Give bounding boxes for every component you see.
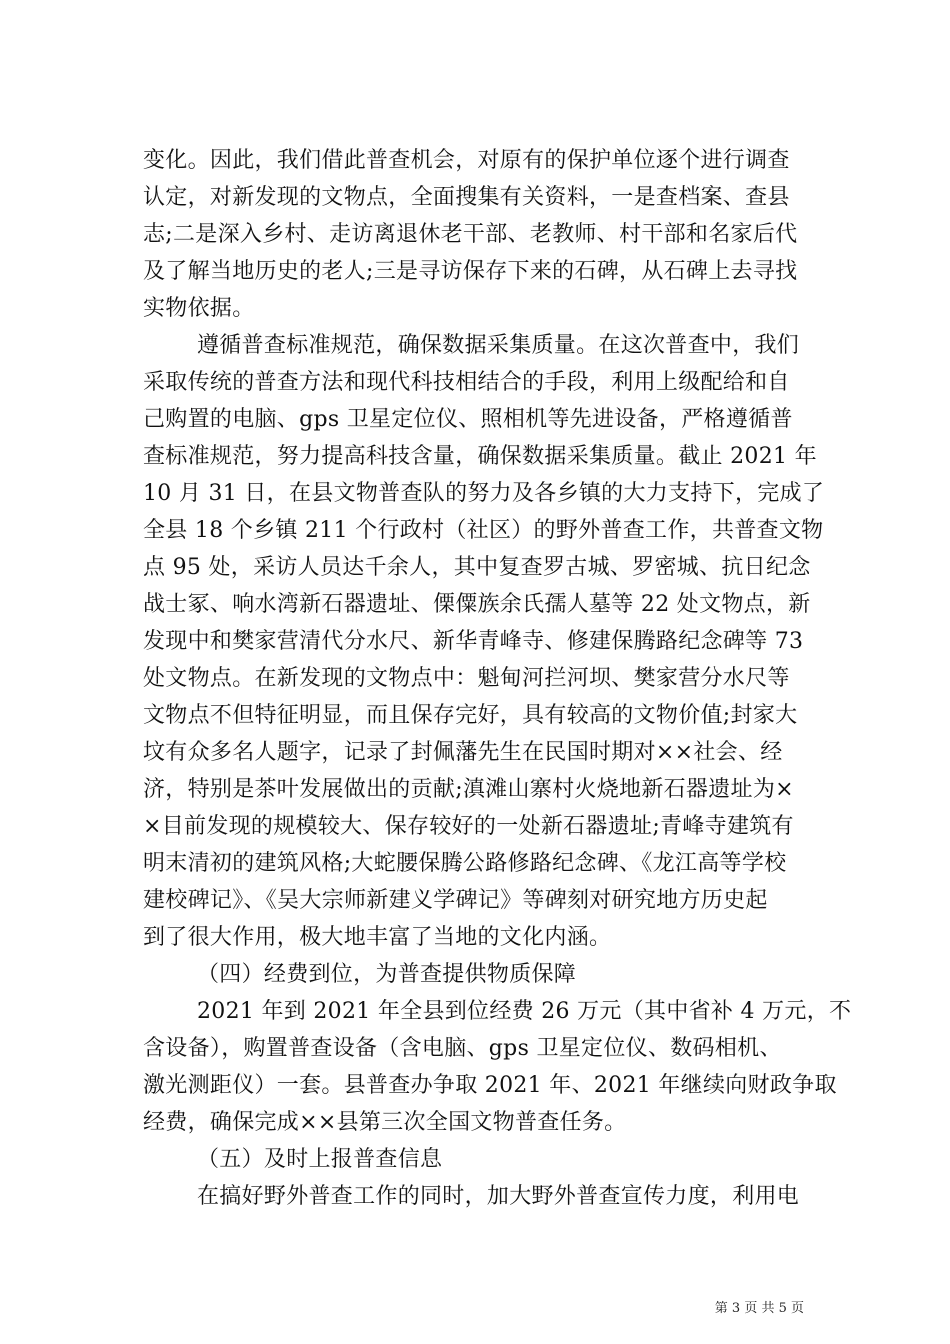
paragraph-first-line: 在搞好野外普查工作的同时，加大野外普查宣传力度，利用电 bbox=[197, 1184, 800, 1209]
paragraph-first-line: 遵循普查标准规范，确保数据采集质量。在这次普查中，我们 bbox=[197, 333, 800, 358]
text-line: 经费，确保完成××县第三次全国文物普查任务。 bbox=[143, 1110, 627, 1135]
text-line: 变化。因此，我们借此普查机会，对原有的保护单位逐个进行调查 bbox=[143, 148, 790, 173]
text-line: 文物点不但特征明显，而且保存完好，具有较高的文物价值;封家大 bbox=[143, 703, 798, 728]
text-line: 激光测距仪）一套。县普查办争取 2021 年、2021 年继续向财政争取 bbox=[143, 1073, 837, 1098]
text-line: 战士冢、响水湾新石器遗址、傈僳族余氏孺人墓等 22 处文物点，新 bbox=[143, 592, 811, 617]
text-line: 处文物点。在新发现的文物点中：魁甸河拦河坝、樊家营分水尺等 bbox=[143, 666, 790, 691]
text-line: 10 月 31 日，在县文物普查队的努力及各乡镇的大力支持下，完成了 bbox=[143, 481, 825, 506]
paragraph-first-line: 2021 年到 2021 年全县到位经费 26 万元（其中省补 4 万元，不 bbox=[197, 999, 852, 1024]
text-line: 明末清初的建筑风格;大蛇腰保腾公路修路纪念碑、《龙江高等学校 bbox=[143, 851, 787, 876]
text-line: 查标准规范，努力提高科技含量，确保数据采集质量。截止 2021 年 bbox=[143, 444, 817, 469]
text-line: 坟有众多名人题字，记录了封佩藩先生在民国时期对××社会、经 bbox=[143, 740, 783, 765]
text-line: 志;二是深入乡村、走访离退休老干部、老教师、村干部和名家后代 bbox=[143, 222, 798, 247]
text-line: 认定，对新发现的文物点，全面搜集有关资料，一是查档案、查县 bbox=[143, 185, 790, 210]
text-line: 发现中和樊家营清代分水尺、新华青峰寺、修建保腾路纪念碑等 73 bbox=[143, 629, 804, 654]
text-line: 己购置的电脑、gps 卫星定位仪、照相机等先进设备，严格遵循普 bbox=[143, 407, 793, 432]
text-line: 采取传统的普查方法和现代科技相结合的手段，利用上级配给和自 bbox=[143, 370, 790, 395]
text-line: 含设备），购置普查设备（含电脑、gps 卫星定位仪、数码相机、 bbox=[143, 1036, 782, 1061]
text-line: 实物依据。 bbox=[143, 296, 255, 321]
text-line: 点 95 处，采访人员达千余人，其中复查罗古城、罗密城、抗日纪念 bbox=[143, 555, 811, 580]
page-number: 第 3 页 共 5 页 bbox=[714, 1301, 804, 1316]
section-heading: （四）经费到位，为普查提供物质保障 bbox=[197, 962, 577, 987]
text-line: 到了很大作用，极大地丰富了当地的文化内涵。 bbox=[143, 925, 612, 950]
text-line: 建校碑记》、《吴大宗师新建义学碑记》等碑刻对研究地方历史起 bbox=[143, 888, 768, 913]
section-heading: （五）及时上报普查信息 bbox=[197, 1147, 443, 1172]
text-line: ×目前发现的规模较大、保存较好的一处新石器遗址;青峰寺建筑有 bbox=[143, 814, 794, 839]
text-line: 及了解当地历史的老人;三是寻访保存下来的石碑，从石碑上去寻找 bbox=[143, 259, 798, 284]
text-line: 济，特别是茶叶发展做出的贡献;滇滩山寨村火烧地新石器遗址为× bbox=[143, 777, 794, 802]
text-line: 全县 18 个乡镇 211 个行政村（社区）的野外普查工作，共普查文物 bbox=[143, 518, 824, 543]
